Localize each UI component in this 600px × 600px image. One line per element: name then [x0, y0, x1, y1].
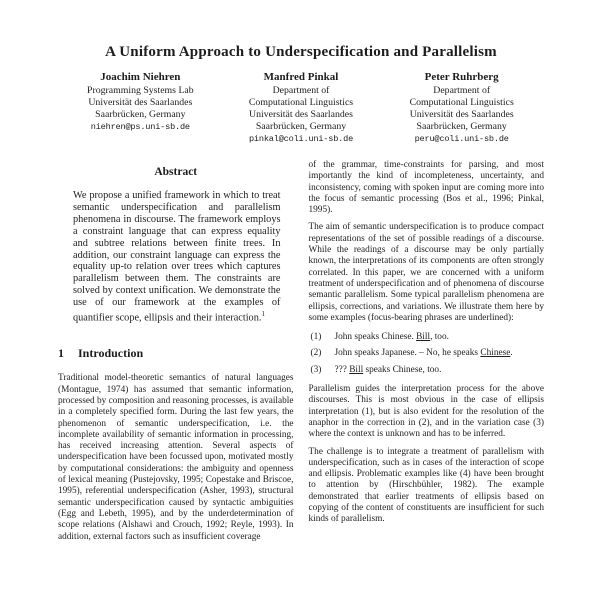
example-item-3 [311, 365, 545, 376]
example-text-post: . [510, 348, 513, 359]
paragraph-aim: The aim of semantic underspecification is to produce compact representations of the set of possible readings of a discourse. While the readings of a discourse may be only partially known, the interpretations of its components are often strongly correlated. In this paper, we are concerned with a uniform treatment of underspecification and of phenomena of discourse semantic parallelism. Some typical parallelism phenomena are ellipsis, corrections, and variations. We illustrate them here by some examples (focus-bearing phrases are underlined): [308, 222, 544, 323]
author-affiliation-line: Programming Systems Lab [87, 85, 194, 96]
underlined-focus: Chinese [480, 348, 511, 359]
author-email: peru@coli.uni-sb.de [414, 134, 509, 144]
author-affiliation-line: Saarbrücken, Germany [416, 121, 507, 132]
author-name: Peter Ruhrberg [424, 71, 499, 83]
intro-paragraph: Traditional model-theoretic semantics of natural languages (Montague, 1974) has assumed that semantic information, processed by composition and reasoning processes, is available in a completely specified form. During the last few years, the phenomenon of semantic underspecification, i.e. the incomplete availability of semantic information in processing, has received increasing attention. Several aspects of underspecification have been focussed upon, motivated mostly by computational considerations: the ambiguity and openness of lexical meaning (Pustejovsky, 1995; Copestake and Briscoe, 1995), referential underspecification (Asher, 1993), structural semantic underspecification caused by syntactic ambiguities (Egg and Lebeth, 1995), and by the underdetermination of scope relations (Alshawi and Crouch, 1992; Reyle, 1993). In addition, external factors such as insufficient coverage [58, 373, 294, 542]
example-text-pre: ??? [334, 364, 350, 375]
example-text [335, 365, 545, 376]
author-block-row [60, 71, 542, 146]
example-text-post: speaks Chinese, too. [363, 364, 442, 375]
author-affiliation-line: Universität des Saarlandes [409, 109, 514, 120]
example-text-post: , too. [430, 332, 449, 343]
author-name: Manfred Pinkal [263, 71, 339, 83]
abstract-text [73, 190, 281, 324]
abstract-body: We propose a unified framework in which to treat semantic underspecification and parallelism phenomena in discourse. The framework employs a constraint language that can express equality and subtree relations between finite trees. In addition, our constraint language can express the equality up-to relation over trees which captures parallelism between them. The constraints are solved by context unification. We demonstrate the use of our framework at the examples of quantifier scope, ellipsis and their interaction. [73, 190, 281, 324]
author-block-ruhrberg [381, 71, 542, 146]
example-text-pre: John speaks Chinese. [334, 332, 417, 343]
author-affiliation-line: Saarbrücken, Germany [95, 109, 186, 120]
section-1-heading [58, 346, 294, 361]
underlined-focus: Bill [349, 364, 364, 375]
paragraph-challenge: The challenge is to integrate a treatment of parallelism with underspecification, such as in cases of the interaction of scope and ellipsis. Problematic examples like (4) have been brought to attention by (Hirschbühler, 1982). The example demonstrated that earlier treatments of ellipsis based on copying of the content of constituents are insufficient for such kinds of parallelism. [308, 446, 544, 525]
author-name: Joachim Niehren [100, 71, 181, 83]
author-affiliation-line: Computational Linguistics [248, 97, 354, 108]
two-column-body [58, 160, 544, 549]
author-affiliation-line: Universität des Saarlandes [88, 97, 193, 108]
underlined-focus: Bill [416, 332, 431, 343]
example-text-pre: John speaks Japanese. – No, he speaks [334, 348, 481, 359]
author-affiliation-line: Saarbrücken, Germany [255, 121, 347, 132]
example-item-1 [311, 332, 545, 343]
author-affiliation-line: Computational Linguistics [409, 97, 514, 108]
author-email: niehren@ps.uni-sb.de [90, 122, 190, 132]
abstract-footnote-marker: 1 [261, 310, 265, 319]
example-text [335, 348, 545, 359]
paragraph-grammar: of the grammar, time-constraints for parsing, and most importantly the kind of incompleteness, uncertainty, and inconsistency, coming with spoken input are coming more into the focus of semantic processing (Bos et al., 1996; Pinkal, 1995). [308, 160, 544, 216]
column-left [58, 160, 294, 549]
author-affiliation-line: Department of [433, 85, 491, 96]
paragraph-parallelism: Parallelism guides the interpretation process for the above discourses. This is most obvious in the case of ellipsis interpretation (1), but is also evident for the resolution of the anaphor in the correction in (2), and in the variation case (3) where the context is unknown and has to be inferred. [308, 384, 544, 440]
example-text [335, 332, 545, 343]
author-affiliation-line: Department of [272, 85, 330, 96]
example-number: (2) [310, 348, 322, 359]
paper-title: A Uniform Approach to Underspecification and Parallelism [105, 44, 497, 60]
example-number: (3) [310, 364, 322, 375]
example-list [311, 332, 545, 376]
author-affiliation-line: Universität des Saarlandes [249, 109, 353, 120]
section-title: Introduction [78, 346, 144, 361]
abstract-heading: Abstract [154, 166, 198, 178]
example-number: (1) [310, 332, 322, 343]
section-number: 1 [58, 346, 64, 361]
column-right [309, 160, 545, 549]
author-block-pinkal [221, 71, 382, 146]
author-block-niehren [60, 71, 221, 146]
author-email: pinkal@coli.uni-sb.de [248, 134, 354, 144]
example-item-2 [311, 348, 545, 359]
